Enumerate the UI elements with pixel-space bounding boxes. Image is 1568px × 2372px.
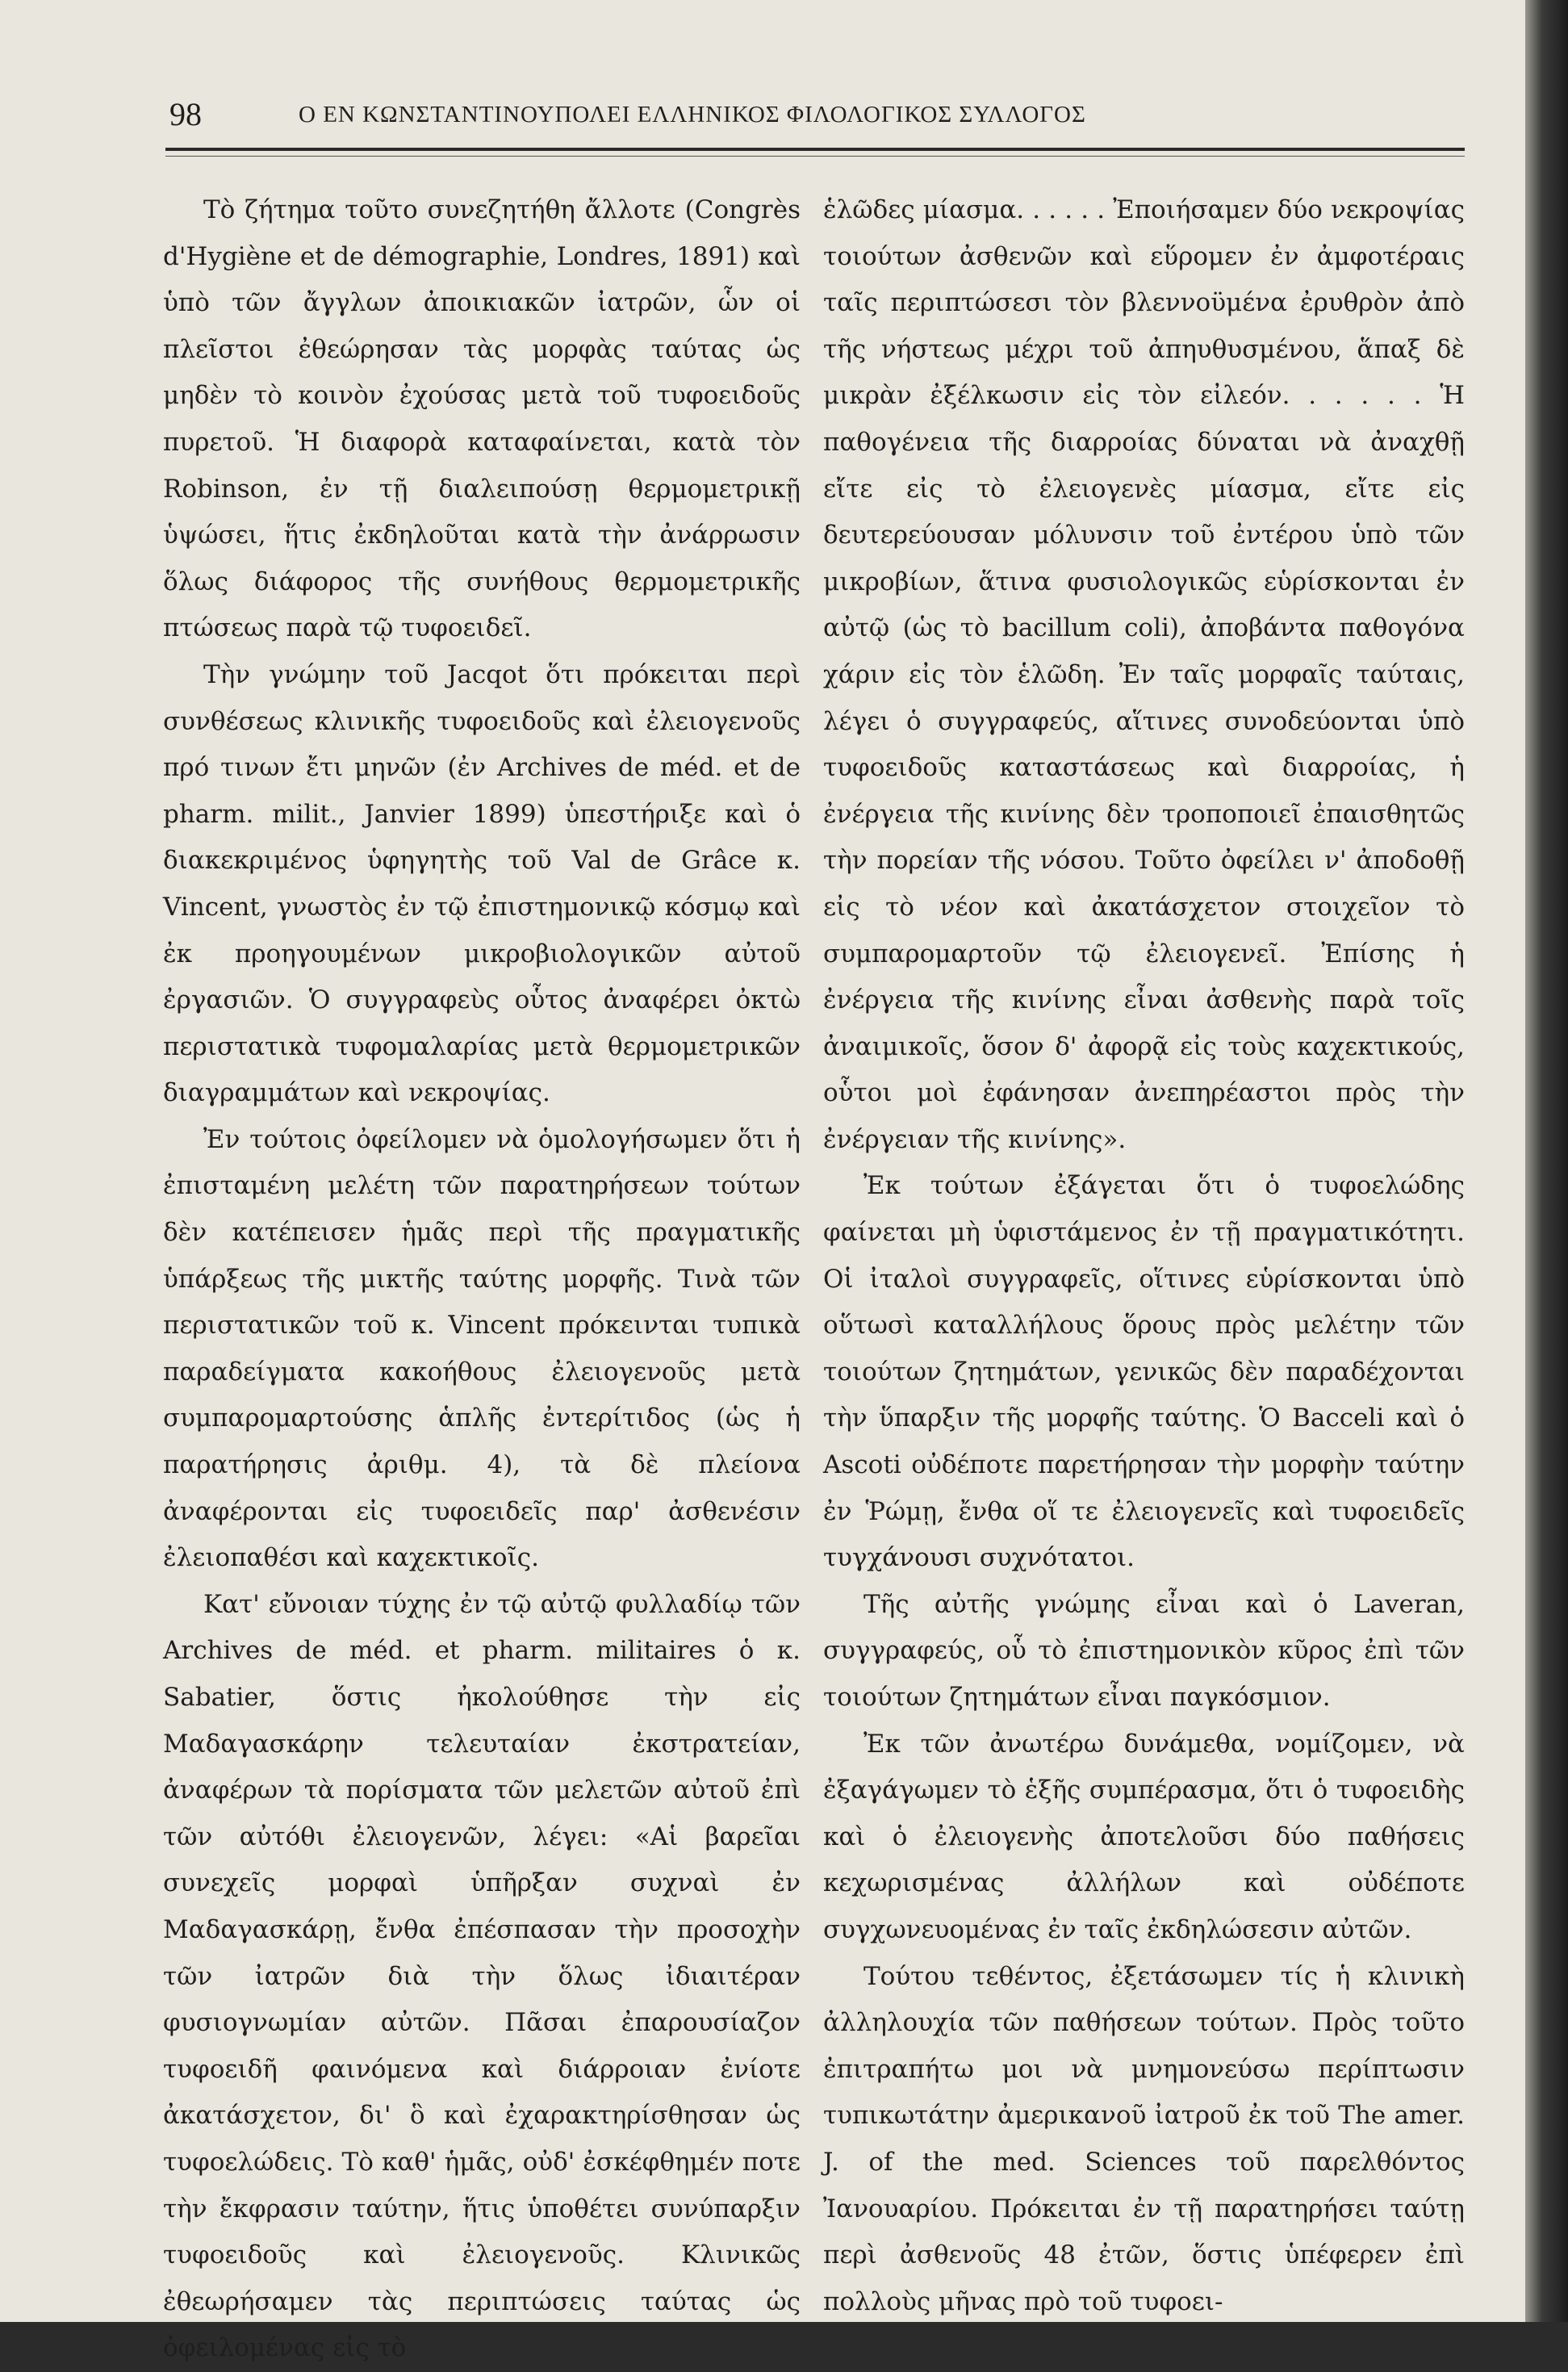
page-number: 98 — [169, 96, 202, 132]
paragraph: ἑλῶδες μίασμα. . . . . . Ἐποιήσαμεν δύο νεκροψίας τοιούτων ἀσθενῶν καὶ εὕρομεν ἐν ἀμφοτέραις ταῖς περιπτώσεσι τὸν βλεννοϋμένα ἐρυθρὸν ἀπὸ τῆς νήστεως μέχρι τοῦ ἀπηυθυσμένου, ἅπαξ δὲ μικρὰν ἐξέλκωσιν εἰς τὸν εἰλεόν. . . . . . Ἡ παθογένεια τῆς διαρροίας δύναται νὰ ἀναχθῇ εἴτε εἰς τὸ ἐλειογενὲς μίασμα, εἴτε εἰς δευτερεύουσαν μόλυνσιν τοῦ ἐντέρου ὑπὸ τῶν μικροβίων, ἅτινα φυσιολογικῶς εὑρίσκονται ἐν αὐτῷ (ὡς τὸ bacillum coli), ἀποβάντα παθογόνα χάριν εἰς τὸν ἑλῶδη. Ἐν ταῖς μορφαῖς ταύταις, λέγει ὁ συγγραφεύς, αἵτινες συνοδεύονται ὑπὸ τυφοειδοῦς καταστάσεως καὶ διαρροίας, ἡ ἐνέργεια τῆς κινίνης δὲν τροποποιεῖ ἐπαισθητῶς τὴν πορείαν τῆς νόσου. Τοῦτο ὀφείλει ν' ἀποδοθῇ εἰς τὸ νέον καὶ ἀκατάσχετον στοιχεῖον τὸ συμπαρομαρτοῦν τῷ ἐλειογενεῖ. Ἐπίσης ἡ ἐνέργεια τῆς κινίνης εἶναι ἀσθενὴς παρὰ τοῖς ἀναιμικοῖς, ὅσον δ' ἀφορᾷ εἰς τοὺς καχεκτικούς, οὗτοι μοὶ ἐφάνησαν ἀνεπηρέαστοι πρὸς τὴν ἐνέργειαν τῆς κινίνης». — [823, 195, 1465, 1154]
paragraph: Τὴν γνώμην τοῦ Jacqot ὅτι πρόκειται περὶ συνθέσεως κλινικῆς τυφοειδοῦς καὶ ἐλειογενοῦς πρό τινων ἔτι μηνῶν (ἐν Archives de méd. et de pharm. milit., Janvier 1899) ὑπεστήριξε καὶ ὁ διακεκριμένος ὑφηγητὴς τοῦ Val de Grâce κ. Vincent, γνωστὸς ἐν τῷ ἐπιστημονικῷ κόσμῳ καὶ ἐκ προηγουμένων μικροβιολογικῶν αὐτοῦ ἐργασιῶν. Ὁ συγγραφεὺς οὗτος ἀναφέρει ὀκτὼ περιστατικὰ τυφομαλαρίας μετὰ θερμομετρικῶν διαγραμμάτων καὶ νεκροψίας. — [163, 659, 801, 1108]
paragraph: Τὸ ζήτημα τοῦτο συνεζητήθη ἄλλοτε (Congrès d'Hygiène et de démographie, Londres, 1891) καὶ ὑπὸ τῶν ἄγγλων ἀποικιακῶν ἰατρῶν, ὧν οἱ πλεῖστοι ἐθεώρησαν τὰς μορφὰς ταύτας ὡς μηδὲν τὸ κοινὸν ἐχούσας μετὰ τοῦ τυφοειδοῦς πυρετοῦ. Ἡ διαφορὰ καταφαίνεται, κατὰ τὸν Robinson, ἐν τῇ διαλειπούσῃ θερμομετρικῇ ὑψώσει, ἥτις ἐκδηλοῦται κατὰ τὴν ἀνάρρωσιν ὅλως διάφορος τῆς συνήθους θερμομετρικῆς πτώσεως παρὰ τῷ τυφοειδεῖ. — [163, 195, 801, 643]
paragraph: Τῆς αὐτῆς γνώμης εἶναι καὶ ὁ Laveran, συγγραφεύς, οὗ τὸ ἐπιστημονικὸν κῦρος ἐπὶ τῶν τοιούτων ζητημάτων εἶναι παγκόσμιον. — [823, 1589, 1465, 1712]
page-edge-shadow — [1525, 0, 1568, 2322]
header-rule — [165, 148, 1465, 151]
paragraph: Ἐκ τῶν ἀνωτέρω δυνάμεθα, νομίζομεν, νὰ ἐξαγάγωμεν τὸ ἑξῆς συμπέρασμα, ὅτι ὁ τυφοειδὴς καὶ ὁ ἐλειογενὴς ἀποτελοῦσι δύο παθήσεις κεχωρισμένας ἀλλήλων καὶ οὐδέποτε συγχωνευομένας ἐν ταῖς ἐκδηλώσεσιν αὐτῶν. — [823, 1729, 1465, 1944]
paragraph: Ἐν τούτοις ὀφείλομεν νὰ ὁμολογήσωμεν ὅτι ἡ ἐπισταμένη μελέτη τῶν παρατηρήσεων τούτων δὲν κατέπεισεν ἡμᾶς περὶ τῆς πραγματικῆς ὑπάρξεως τῆς μικτῆς ταύτης μορφῆς. Τινὰ τῶν περιστατικῶν τοῦ κ. Vincent πρόκεινται τυπικὰ παραδείγματα κακοήθους ἐλειογενοῦς μετὰ συμπαρομαρτούσης ἁπλῆς ἐντερίτιδος (ὡς ἡ παρατήρησις ἀριθμ. 4), τὰ δὲ πλείονα ἀναφέρονται εἰς τυφοειδεῖς παρ' ἀσθενέσιν ἐλειοπαθέσι καὶ καχεκτικοῖς. — [163, 1124, 801, 1573]
header-rule-thin — [165, 156, 1465, 157]
page-header — [169, 95, 1461, 144]
running-title: Ο ΕΝ ΚΩΝΣΤΑΝΤΙΝΟΥΠΟΛΕΙ ΕΛΛΗΝΙΚΟΣ ΦΙΛΟΛΟΓΙΚΟΣ ΣΥΛΛΟΓΟΣ — [299, 102, 1086, 128]
right-column — [823, 187, 1465, 2325]
paragraph: Τούτου τεθέντος, ἐξετάσωμεν τίς ἡ κλινικὴ ἀλληλουχία τῶν παθήσεων τούτων. Πρὸς τοῦτο ἐπιτραπήτω μοι νὰ μνημονεύσω περίπτωσιν τυπικωτάτην ἀμερικανοῦ ἰατροῦ ἐκ τοῦ The amer. J. of the med. Sciences τοῦ παρελθόντος Ἰανουαρίου. Πρόκειται ἐν τῇ παρατηρήσει ταύτῃ περὶ ἀσθενοῦς 48 ἐτῶν, ὅστις ὑπέφερεν ἐπὶ πολλοὺς μῆνας πρὸ τοῦ τυφοει- — [823, 1961, 1465, 2316]
left-column — [163, 187, 801, 2372]
paragraph: Ἐκ τούτων ἐξάγεται ὅτι ὁ τυφοελώδης φαίνεται μὴ ὑφιστάμενος ἐν τῇ πραγματικότητι. Οἱ ἰταλοὶ συγγραφεῖς, οἵτινες εὑρίσκονται ὑπὸ οὕτωσὶ καταλλήλους ὅρους πρὸς μελέτην τῶν τοιούτων ζητημάτων, γενικῶς δὲν παραδέχονται τὴν ὕπαρξιν τῆς μορφῆς ταύτης. Ὁ Bacceli καὶ ὁ Ascoti οὐδέποτε παρετήρησαν τὴν μορφὴν ταύτην ἐν Ῥώμῃ, ἔνθα οἵ τε ἐλειογενεῖς καὶ τυφοειδεῖς τυγχάνουσι συχνότατοι. — [823, 1171, 1465, 1573]
paragraph: Κατ' εὔνοιαν τύχης ἐν τῷ αὐτῷ φυλλαδίῳ τῶν Archives de méd. et pharm. militaires ὁ κ. Sabatier, ὅστις ἠκολούθησε τὴν εἰς Μαδαγασκάρην τελευταίαν ἐκστρατείαν, ἀναφέρων τὰ πορίσματα τῶν μελετῶν αὐτοῦ ἐπὶ τῶν αὐτόθι ἐλειογενῶν, λέγει: «Αἱ βαρεῖαι συνεχεῖς μορφαὶ ὑπῆρξαν συχναὶ ἐν Μαδαγασκάρῃ, ἔνθα ἐπέσπασαν τὴν προσοχὴν τῶν ἰατρῶν διὰ τὴν ὅλως ἰδιαιτέραν φυσιογνωμίαν αὐτῶν. Πᾶσαι ἐπαρουσίαζον τυφοειδῆ φαινόμενα καὶ διάρροιαν ἐνίοτε ἀκατάσχετον, δι' ὃ καὶ ἐχαρακτηρίσθησαν ὡς τυφοελώδεις. Τὸ καθ' ἡμᾶς, οὐδ' ἐσκέφθημέν ποτε τὴν ἔκφρασιν ταύτην, ἥτις ὑποθέτει συνύπαρξιν τυφοειδοῦς καὶ ἐλειογενοῦς. Κλινικῶς ἐθεωρήσαμεν τὰς περιπτώσεις ταύτας ὡς ὀφειλομένας εἰς τὸ — [163, 1589, 801, 2363]
